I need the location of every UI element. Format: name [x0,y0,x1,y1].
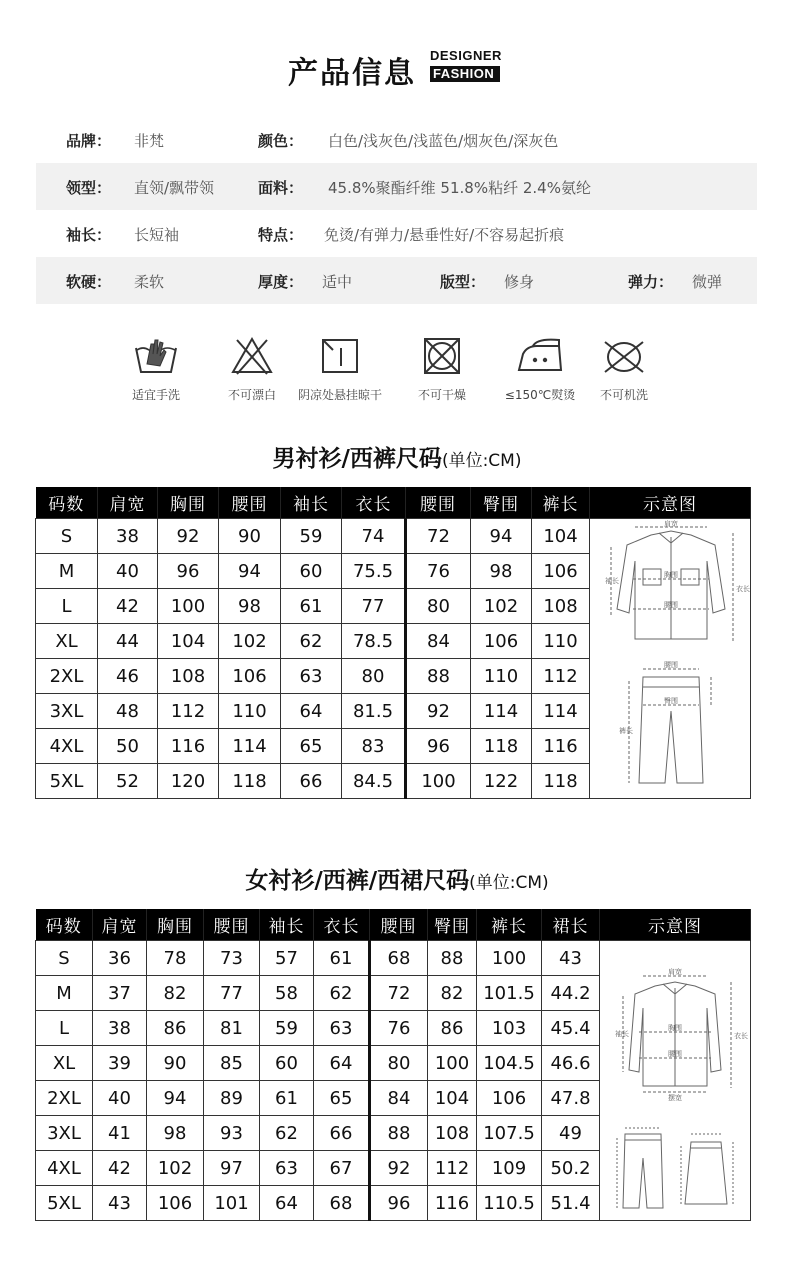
table-cell: 64 [314,1046,370,1081]
table-cell: 63 [260,1151,314,1186]
table-cell: 84 [406,624,471,659]
women-measure-diagram [603,942,748,1214]
page-title: 产品信息 [288,56,416,91]
table-cell: 77 [204,976,260,1011]
care-label: 适宜手洗 [131,388,180,402]
care-label: 阴凉处悬挂晾干 [297,388,382,402]
care-no-tumble-dry [412,336,472,408]
table-cell: 98 [147,1116,204,1151]
table-cell: 90 [147,1046,204,1081]
table-cell: 38 [93,1011,147,1046]
men-title-text: 男衬衫/西裤尺码 [272,446,442,472]
table-cell: 83 [342,729,406,764]
page-header [0,40,794,90]
table-cell: 62 [260,1116,314,1151]
table-cell: 61 [314,941,370,976]
table-cell: 92 [370,1151,428,1186]
pants-length-label: 裤长 [618,727,633,735]
women-size-table [35,909,751,1221]
men-measure-diagram [593,521,748,791]
table-cell: 41 [93,1116,147,1151]
table-cell: 67 [314,1151,370,1186]
table-cell: 112 [428,1151,477,1186]
women-unit: (单位:CM) [469,873,549,893]
table-cell: 44 [98,624,158,659]
table-cell: 97 [204,1151,260,1186]
col-header: 裤长 [532,487,590,519]
table-cell: 120 [158,764,219,799]
fashion-label: FASHION [430,66,500,82]
info-value: 45.8%聚酯纤维 51.8%粘纤 2.4%氨纶 [328,179,591,197]
skirt-sketch [681,1134,733,1204]
men-header-row [36,487,751,519]
blouse-sleeve-label: 袖长 [614,1030,629,1038]
table-cell: 65 [314,1081,370,1116]
table-cell: 72 [406,519,471,554]
table-cell: 44.2 [542,976,600,1011]
info-row-sleeve [36,210,757,257]
men-size-table [35,487,751,799]
table-cell: 77 [342,589,406,624]
table-cell: 80 [406,589,471,624]
table-cell: 102 [219,624,281,659]
care-label: 不可机洗 [599,388,648,402]
no-machine-wash-icon [601,336,647,376]
table-cell: 46 [98,659,158,694]
table-cell: 112 [158,694,219,729]
table-cell: 43 [542,941,600,976]
table-cell: 86 [147,1011,204,1046]
table-cell: 88 [406,659,471,694]
table-cell: 106 [219,659,281,694]
table-cell: 62 [281,624,342,659]
col-header: 腰围 [406,487,471,519]
table-cell: 47.8 [542,1081,600,1116]
women-diagram-cell [600,941,751,1221]
table-cell: 110.5 [477,1186,542,1221]
table-cell: 88 [370,1116,428,1151]
info-value: 微弹 [692,273,723,291]
info-value: 免烫/有弹力/悬垂性好/不容易起折痕 [324,226,565,244]
col-header: 肩宽 [98,487,158,519]
no-bleach-icon [229,336,275,376]
size-cell: 2XL [36,1081,93,1116]
table-cell: 76 [406,554,471,589]
table-cell: 104 [158,624,219,659]
info-label: 软硬： [66,273,112,291]
table-cell: 122 [471,764,532,799]
size-cell: M [36,976,93,1011]
info-label: 颜色： [258,132,304,150]
table-cell: 109 [477,1151,542,1186]
size-cell: 4XL [36,1151,93,1186]
blouse-length-label: 衣长 [733,1032,748,1040]
col-header: 码数 [36,487,98,519]
table-cell: 88 [428,941,477,976]
table-cell: 103 [477,1011,542,1046]
pants-hip-label: 臀围 [663,697,678,705]
shirt-sleeve-label: 袖长 [604,577,619,585]
men-diagram-cell [590,519,751,799]
col-header: 示意图 [600,909,751,941]
table-cell: 48 [98,694,158,729]
table-cell: 61 [281,589,342,624]
table-cell: 45.4 [542,1011,600,1046]
size-cell: XL [36,624,98,659]
col-header: 袖长 [260,909,314,941]
table-cell: 118 [532,764,590,799]
table-cell: 94 [219,554,281,589]
size-cell: L [36,589,98,624]
table-cell: 38 [98,519,158,554]
info-label: 品牌： [66,132,112,150]
table-cell: 81 [204,1011,260,1046]
table-cell: 94 [471,519,532,554]
size-cell: 2XL [36,659,98,694]
info-label: 领型： [66,179,112,197]
table-row [36,941,751,976]
women-title-text: 女衬衫/西裤/西裙尺码 [245,868,470,894]
women-pants-sketch [617,1128,663,1208]
table-cell: 82 [428,976,477,1011]
table-cell: 102 [147,1151,204,1186]
col-header: 胸围 [158,487,219,519]
hand-wash-icon [133,336,179,376]
care-no-machine-wash [594,336,654,408]
table-cell: 62 [314,976,370,1011]
table-cell: 86 [428,1011,477,1046]
info-label: 厚度： [258,273,304,291]
table-cell: 43 [93,1186,147,1221]
table-cell: 50.2 [542,1151,600,1186]
designer-label: DESIGNER [430,48,502,63]
col-header: 衣长 [314,909,370,941]
col-header: 衣长 [342,487,406,519]
table-cell: 60 [281,554,342,589]
table-cell: 80 [342,659,406,694]
care-hand-wash [126,336,186,408]
col-header: 臀围 [428,909,477,941]
table-cell: 66 [314,1116,370,1151]
care-shade-dry [297,336,382,408]
table-row [36,519,751,554]
table-cell: 64 [260,1186,314,1221]
col-header: 胸围 [147,909,204,941]
table-cell: 98 [219,589,281,624]
table-cell: 68 [314,1186,370,1221]
info-value: 柔软 [134,273,165,291]
col-header: 袖长 [281,487,342,519]
table-cell: 57 [260,941,314,976]
table-cell: 114 [471,694,532,729]
shirt-sketch [611,527,733,641]
blouse-shoulder-label: 肩宽 [667,968,682,976]
shirt-shoulder-label: 肩宽 [663,520,678,528]
table-cell: 85 [204,1046,260,1081]
table-cell: 40 [93,1081,147,1116]
info-value: 直领/飘带领 [134,179,215,197]
size-cell: M [36,554,98,589]
table-cell: 78 [147,941,204,976]
table-cell: 100 [477,941,542,976]
table-cell: 64 [281,694,342,729]
blouse-chest-label: 胸围 [667,1024,682,1032]
table-cell: 106 [532,554,590,589]
table-cell: 116 [532,729,590,764]
table-cell: 78.5 [342,624,406,659]
col-header: 裤长 [477,909,542,941]
table-cell: 112 [532,659,590,694]
col-header: 腰围 [204,909,260,941]
col-header: 肩宽 [93,909,147,941]
women-header-row [36,909,751,941]
care-label: ≤150℃熨烫 [504,388,576,402]
table-cell: 102 [471,589,532,624]
table-cell: 92 [158,519,219,554]
table-cell: 76 [370,1011,428,1046]
table-cell: 82 [147,976,204,1011]
size-cell: 5XL [36,764,98,799]
table-cell: 72 [370,976,428,1011]
men-size-title [0,440,794,473]
table-cell: 90 [219,519,281,554]
info-label: 面料： [258,179,304,197]
table-cell: 100 [406,764,471,799]
table-cell: 61 [260,1081,314,1116]
table-cell: 104 [428,1081,477,1116]
info-row-collar [36,163,757,210]
care-label: 不可干燥 [417,388,466,402]
table-cell: 39 [93,1046,147,1081]
pants-sketch [629,669,711,783]
col-header: 裙长 [542,909,600,941]
table-cell: 46.6 [542,1046,600,1081]
table-cell: 104 [532,519,590,554]
info-value: 长短袖 [134,226,180,244]
iron-150-icon [515,336,565,376]
shirt-chest-label: 胸围 [663,571,678,579]
table-cell: 96 [158,554,219,589]
table-cell: 92 [406,694,471,729]
table-cell: 81.5 [342,694,406,729]
table-cell: 84.5 [342,764,406,799]
table-cell: 108 [158,659,219,694]
table-cell: 106 [477,1081,542,1116]
table-cell: 60 [260,1046,314,1081]
table-cell: 49 [542,1116,600,1151]
table-cell: 42 [98,589,158,624]
pants-waist-label: 腰围 [663,661,678,669]
table-cell: 110 [471,659,532,694]
table-cell: 73 [204,941,260,976]
table-cell: 58 [260,976,314,1011]
size-cell: L [36,1011,93,1046]
table-cell: 36 [93,941,147,976]
table-cell: 75.5 [342,554,406,589]
table-cell: 110 [532,624,590,659]
table-cell: 51.4 [542,1186,600,1221]
table-cell: 106 [147,1186,204,1221]
info-value: 白色/浅灰色/浅蓝色/烟灰色/深灰色 [328,132,559,150]
shirt-waist-label: 腰围 [663,601,678,609]
blouse-sketch [623,976,731,1092]
info-label: 特点： [258,226,304,244]
table-cell: 42 [93,1151,147,1186]
table-cell: 98 [471,554,532,589]
table-cell: 118 [471,729,532,764]
table-cell: 80 [370,1046,428,1081]
blouse-waist-label: 腰围 [667,1050,682,1058]
size-cell: 3XL [36,694,98,729]
table-cell: 68 [370,941,428,976]
table-cell: 93 [204,1116,260,1151]
info-row-softness [36,257,757,304]
no-tumble-dry-icon [419,336,465,376]
table-cell: 107.5 [477,1116,542,1151]
info-value: 修身 [504,273,535,291]
size-cell: S [36,519,98,554]
table-cell: 37 [93,976,147,1011]
women-size-title [0,862,794,895]
info-row-brand [36,116,757,163]
table-cell: 110 [219,694,281,729]
blouse-hem-label: 摆宽 [667,1094,682,1102]
table-cell: 63 [314,1011,370,1046]
table-cell: 104.5 [477,1046,542,1081]
size-cell: 5XL [36,1186,93,1221]
table-cell: 96 [370,1186,428,1221]
table-cell: 114 [532,694,590,729]
men-unit: (单位:CM) [441,451,522,471]
table-cell: 100 [428,1046,477,1081]
table-cell: 59 [260,1011,314,1046]
table-cell: 118 [219,764,281,799]
table-cell: 101.5 [477,976,542,1011]
size-cell: XL [36,1046,93,1081]
col-header: 腰围 [370,909,428,941]
table-cell: 59 [281,519,342,554]
table-cell: 108 [532,589,590,624]
table-cell: 40 [98,554,158,589]
shade-dry-icon [317,336,363,376]
info-label: 版型： [440,273,486,291]
table-cell: 116 [158,729,219,764]
info-label: 弹力： [628,273,674,291]
table-cell: 89 [204,1081,260,1116]
care-label: 不可漂白 [227,388,276,402]
col-header: 示意图 [590,487,751,519]
table-cell: 114 [219,729,281,764]
shirt-length-label: 衣长 [735,585,750,593]
info-value: 非梵 [134,132,165,150]
size-cell: 4XL [36,729,98,764]
col-header: 码数 [36,909,93,941]
info-value: 适中 [322,273,353,291]
table-cell: 52 [98,764,158,799]
table-cell: 65 [281,729,342,764]
table-cell: 63 [281,659,342,694]
col-header: 臀围 [471,487,532,519]
size-cell: S [36,941,93,976]
col-header: 腰围 [219,487,281,519]
table-cell: 84 [370,1081,428,1116]
info-label: 袖长： [66,226,112,244]
table-cell: 94 [147,1081,204,1116]
table-cell: 96 [406,729,471,764]
table-cell: 74 [342,519,406,554]
table-cell: 106 [471,624,532,659]
table-cell: 116 [428,1186,477,1221]
table-cell: 108 [428,1116,477,1151]
table-cell: 101 [204,1186,260,1221]
size-cell: 3XL [36,1116,93,1151]
table-cell: 50 [98,729,158,764]
table-cell: 100 [158,589,219,624]
table-cell: 66 [281,764,342,799]
